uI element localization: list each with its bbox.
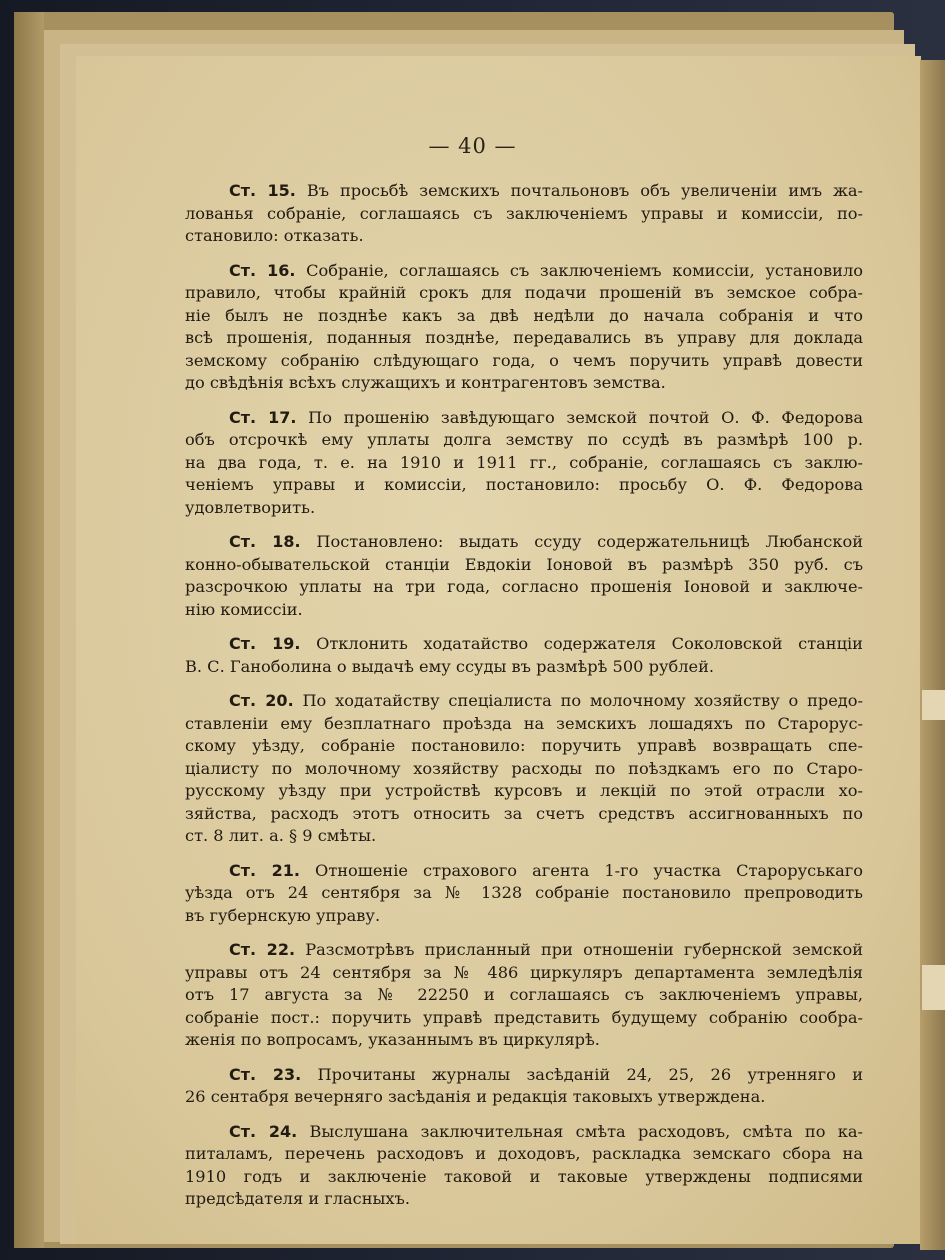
- page-text-body: [185, 180, 863, 1223]
- article-paragraph: [185, 633, 863, 678]
- text-line: [185, 474, 863, 497]
- text-line: [185, 203, 863, 226]
- line-text: удовлетворить.: [185, 497, 316, 517]
- text-line: [185, 713, 863, 736]
- line-text: женія по вопросамъ, указаннымъ въ циркулярѣ.: [185, 1030, 600, 1049]
- text-line: [185, 860, 863, 883]
- line-text: 1910 годъ и заключеніе таковой и таковые утверждены подписями: [185, 1166, 863, 1186]
- text-line: [185, 984, 863, 1007]
- line-text: Постановлено: выдать ссуду содержательницѣ Любанской: [316, 532, 863, 551]
- text-line: [185, 1188, 863, 1211]
- article-number: Ст. 24.: [229, 1121, 298, 1141]
- line-text: лованья собраніе, соглашаясь съ заключеніемъ управы и комиссіи, по-: [185, 203, 863, 223]
- line-text: 26 сентабря вечерняго засѣданія и редакція таковыхъ утверждена.: [185, 1087, 766, 1106]
- text-line: [185, 758, 863, 781]
- text-line: [185, 554, 863, 577]
- article-paragraph: [185, 407, 863, 520]
- line-text: въ губернскую управу.: [185, 905, 381, 925]
- text-line: [185, 633, 863, 656]
- article-number: Ст. 23.: [229, 1064, 302, 1084]
- article-number: Ст. 20.: [229, 691, 294, 710]
- line-text: предсѣдателя и гласныхъ.: [185, 1189, 410, 1208]
- text-line: [185, 305, 863, 328]
- line-text: питаламъ, перечень расходовъ и доходовъ, раскладка земскаго сбора на: [185, 1144, 863, 1163]
- line-text: Разсмотрѣвъ присланный при отношеніи губернской земской: [305, 940, 863, 959]
- line-text: По прошенію завѣдующаго земской почтой О. Ф. Федорова: [308, 407, 863, 427]
- text-line: [185, 260, 863, 283]
- line-text: собраніе пост.: поручить управѣ представить будущему собранію сообра-: [185, 1007, 863, 1027]
- article-number: Ст. 16.: [229, 260, 296, 280]
- article-number: Ст. 19.: [229, 634, 301, 653]
- line-text: ніе былъ не позднѣе какъ за двѣ недѣли до начала собранія и что: [185, 305, 863, 325]
- text-line: [185, 599, 863, 622]
- line-text: на два года, т. е. на 1910 и 1911 гг., собраніе, соглашаясь съ заклю-: [185, 452, 863, 472]
- text-line: [185, 1086, 863, 1109]
- text-line: [185, 882, 863, 905]
- line-text: объ отсрочкѣ ему уплаты долга земству по ссудѣ въ размѣрѣ 100 р.: [185, 430, 863, 449]
- text-line: [185, 656, 863, 679]
- text-line: [185, 531, 863, 554]
- line-text: Выслушана заключительная смѣта расходовъ, смѣта по ка-: [309, 1121, 863, 1141]
- line-text: Собраніе, соглашаясь съ заключеніемъ комиссіи, установило: [306, 260, 863, 280]
- article-paragraph: [185, 1121, 863, 1211]
- text-line: [185, 282, 863, 305]
- text-line: [185, 429, 863, 452]
- text-line: [185, 803, 863, 826]
- line-text: управы отъ 24 сентября за № 486 циркуляръ департамента земледѣлія: [185, 962, 863, 982]
- line-text: конно-обывательской станціи Евдокіи Іоновой въ размѣрѣ 350 руб. съ: [185, 554, 863, 574]
- text-line: [185, 1064, 863, 1087]
- line-text: Отношеніе страхового агента 1-го участка Староруськаго: [315, 860, 863, 880]
- text-line: [185, 962, 863, 985]
- text-line: [185, 905, 863, 928]
- text-line: [185, 497, 863, 520]
- text-line: [185, 780, 863, 803]
- line-text: земскому собранію слѣдующаго года, о чемъ поручить управѣ довести: [185, 350, 863, 370]
- text-line: [185, 939, 863, 962]
- text-line: [185, 350, 863, 373]
- line-text: скому уѣзду, собраніе постановило: поручить управѣ возвращать спе-: [185, 736, 863, 755]
- line-text: уѣзда отъ 24 сентября за № 1328 собраніе постановило препроводить: [185, 883, 863, 902]
- text-line: [185, 180, 863, 203]
- line-text: ченіемъ управы и комиссіи, постановило: просьбу О. Ф. Федорова: [185, 475, 863, 494]
- line-text: русскому уѣзду при устройствѣ курсовъ и лекцій по этой отрасли хо-: [185, 781, 863, 800]
- text-line: [185, 825, 863, 848]
- line-text: до свѣдѣнія всѣхъ служащихъ и контрагентовъ земства.: [185, 373, 666, 392]
- text-line: [185, 576, 863, 599]
- line-text: становило: отказать.: [185, 226, 364, 245]
- text-line: [185, 1143, 863, 1166]
- article-paragraph: [185, 860, 863, 928]
- text-line: [185, 690, 863, 713]
- article-paragraph: [185, 260, 863, 395]
- text-line: [185, 407, 863, 430]
- line-text: правило, чтобы крайній срокъ для подачи прошеній въ земское собра-: [185, 283, 863, 302]
- text-line: [185, 1029, 863, 1052]
- article-number: Ст. 22.: [229, 940, 296, 959]
- article-number: Ст. 17.: [229, 407, 297, 427]
- page-fore-edge: [920, 60, 945, 1250]
- line-text: Въ просьбѣ земскихъ почтальоновъ объ увеличеніи имъ жа-: [306, 181, 863, 200]
- text-line: [185, 372, 863, 395]
- article-paragraph: [185, 180, 863, 248]
- line-text: ставленіи ему безплатнаго проѣзда на земскихъ лошадяхъ по Старорус-: [185, 713, 863, 733]
- text-line: [185, 735, 863, 758]
- text-line: [185, 327, 863, 350]
- text-line: [185, 1121, 863, 1144]
- paper-chip: [922, 690, 945, 720]
- line-text: разсрочкою уплаты на три года, согласно прошенія Іоновой и заключе-: [185, 577, 863, 596]
- text-line: [185, 225, 863, 248]
- text-line: [185, 1166, 863, 1189]
- article-paragraph: [185, 531, 863, 621]
- line-text: В. С. Ганоболина о выдачѣ ему ссуды въ размѣрѣ 500 рублей.: [185, 656, 715, 676]
- article-paragraph: [185, 939, 863, 1052]
- line-text: Отклонить ходатайство содержателя Соколовской станціи: [316, 634, 863, 653]
- article-paragraph: [185, 1064, 863, 1109]
- line-text: всѣ прошенія, поданныя позднѣе, передавались въ управу для доклада: [185, 328, 863, 347]
- line-text: нію комиссіи.: [185, 599, 303, 619]
- article-number: Ст. 21.: [229, 860, 300, 880]
- book-binding: [14, 12, 44, 1248]
- line-text: отъ 17 августа за № 22250 и соглашаясь съ заключеніемъ управы,: [185, 985, 863, 1004]
- line-text: Прочитаны журналы засѣданій 24, 25, 26 утренняго и: [317, 1064, 863, 1084]
- article-number: Ст. 15.: [229, 181, 296, 200]
- line-text: зяйства, расходъ этотъ относить за счетъ средствъ ассигнованныхъ по: [185, 803, 863, 823]
- line-text: ціалисту по молочному хозяйству расходы по поѣздкамъ его по Старо-: [185, 758, 863, 778]
- text-line: [185, 452, 863, 475]
- page-number: — 40 —: [428, 134, 517, 158]
- line-text: По ходатайству спеціалиста по молочному хозяйству о предо-: [302, 691, 863, 710]
- paper-chip: [922, 965, 945, 1010]
- article-paragraph: [185, 690, 863, 848]
- text-line: [185, 1007, 863, 1030]
- article-number: Ст. 18.: [229, 532, 301, 551]
- line-text: ст. 8 лит. а. § 9 смѣты.: [185, 826, 377, 845]
